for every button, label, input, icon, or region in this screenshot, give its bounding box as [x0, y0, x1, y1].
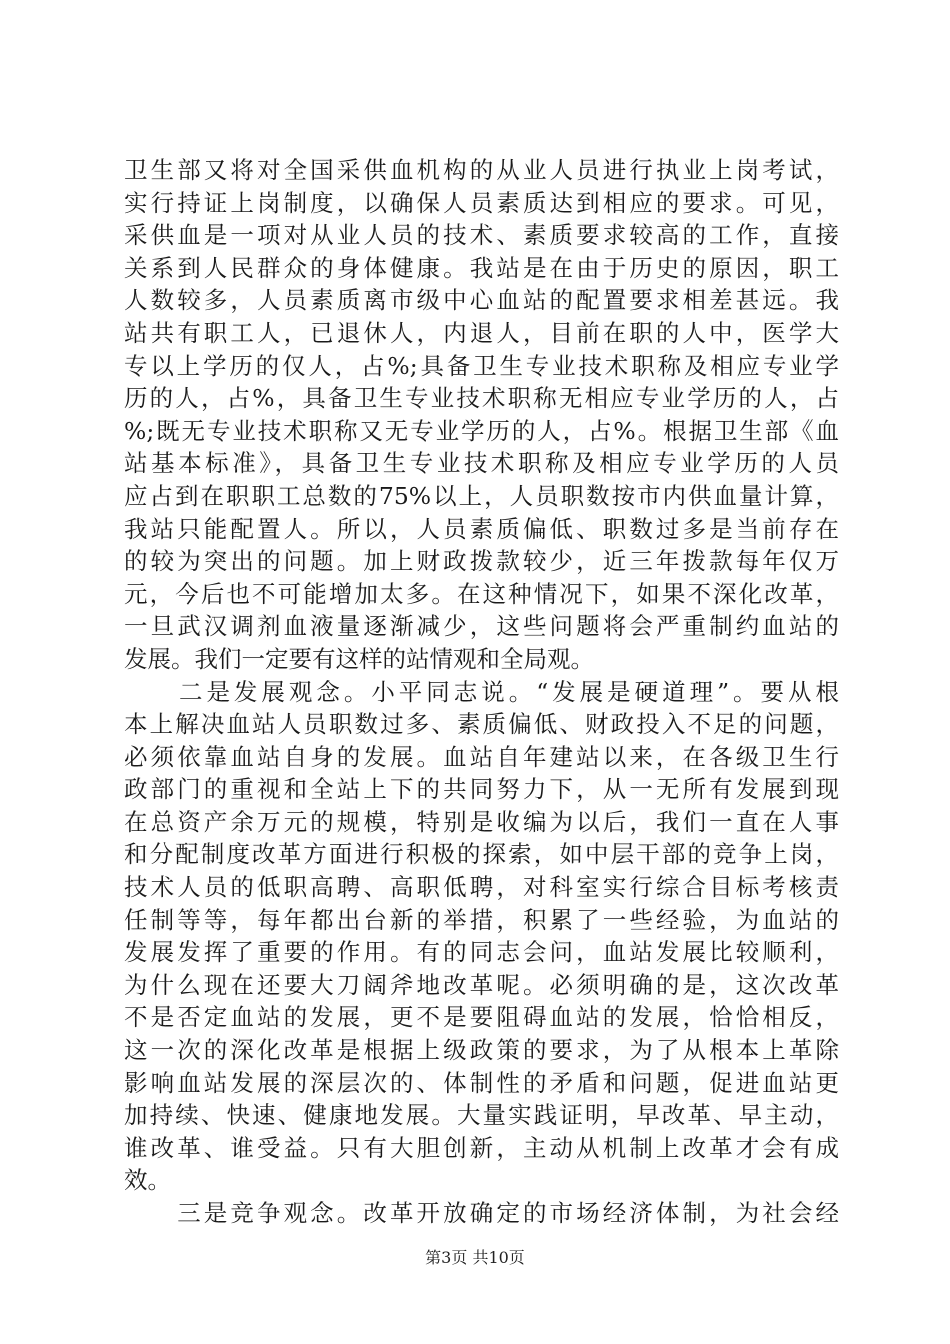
text-line: 影响血站发展的深层次的、体制性的矛盾和问题，促进血站更	[124, 1068, 839, 1097]
text-line: 任制等等，每年都出台新的举措，积累了一些经验，为血站的	[124, 905, 839, 934]
text-line: 这一次的深化改革是根据上级政策的要求，为了从根本上革除	[124, 1036, 839, 1065]
text-line: 应占到在职职工总数的75%以上，人员职数按市内供血量计算，	[124, 481, 839, 510]
text-line: 二是发展观念。小平同志说。“发展是硬道理”。要从根	[124, 677, 839, 706]
text-line: 站共有职工人，已退休人，内退人，目前在职的人中，医学大	[124, 318, 839, 347]
text-line: 历的人，占%，具备卫生专业技术职称无相应专业学历的人，占	[124, 384, 839, 413]
text-line: 必须依靠血站自身的发展。血站自年建站以来，在各级卫生行	[124, 742, 839, 771]
text-line: 我站只能配置人。所以，人员素质偏低、职数过多是当前存在	[124, 514, 839, 543]
text-line: 的较为突出的问题。加上财政拨款较少，近三年拨款每年仅万	[124, 547, 839, 576]
text-line: 谁改革、谁受益。只有大胆创新，主动从机制上改革才会有成	[124, 1133, 839, 1162]
text-line: %;既无专业技术职称又无专业学历的人，占%。根据卫生部《血	[124, 416, 839, 445]
text-line: 实行持证上岗制度，以确保人员素质达到相应的要求。可见，	[124, 188, 839, 217]
text-line: 一旦武汉调剂血液量逐渐减少，这些问题将会严重制约血站的	[124, 612, 839, 641]
text-line: 专以上学历的仅人，占%;具备卫生专业技术职称及相应专业学	[124, 351, 839, 380]
text-line: 站基本标准》，具备卫生专业技术职称及相应专业学历的人员	[124, 449, 839, 478]
text-line: 在总资产余万元的规模，特别是收编为以后，我们一直在人事	[124, 807, 839, 836]
text-line: 卫生部又将对全国采供血机构的从业人员进行执业上岗考试，	[124, 156, 839, 184]
text-line: 元，今后也不可能增加太多。在这种情况下，如果不深化改革，	[124, 579, 839, 608]
body-text	[124, 154, 839, 1230]
paragraph-end-line: 效。	[124, 1166, 171, 1195]
text-line: 人数较多，人员素质离市级中心血站的配置要求相差甚远。我	[124, 286, 839, 315]
text-line: 本上解决血站人员职数过多、素质偏低、财政投入不足的问题，	[124, 710, 839, 739]
page-number-footer: 第3页 共10页	[425, 1248, 525, 1267]
text-line: 关系到人民群众的身体健康。我站是在由于历史的原因，职工	[124, 253, 839, 282]
text-line: 和分配制度改革方面进行积极的探索，如中层干部的竞争上岗，	[124, 840, 839, 869]
text-line: 政部门的重视和全站上下的共同努力下，从一无所有发展到现	[124, 775, 839, 804]
text-line: 采供血是一项对从业人员的技术、素质要求较高的工作，直接	[124, 221, 839, 250]
text-line: 不是否定血站的发展，更不是要阻碍血站的发展，恰恰相反，	[124, 1003, 839, 1032]
text-line: 发展发挥了重要的作用。有的同志会问，血站发展比较顺利，	[124, 938, 839, 967]
text-line: 为什么现在还要大刀阔斧地改革呢。必须明确的是，这次改革	[124, 970, 839, 999]
text-line: 三是竞争观念。改革开放确定的市场经济体制，为社会经	[124, 1199, 839, 1227]
text-line: 加持续、快速、健康地发展。大量实践证明，早改革、早主动，	[124, 1101, 839, 1130]
text-line: 技术人员的低职高聘、高职低聘，对科室实行综合目标考核责	[124, 873, 839, 902]
paragraph-end-line: 发展。我们一定要有这样的站情观和全局观。	[124, 644, 594, 673]
